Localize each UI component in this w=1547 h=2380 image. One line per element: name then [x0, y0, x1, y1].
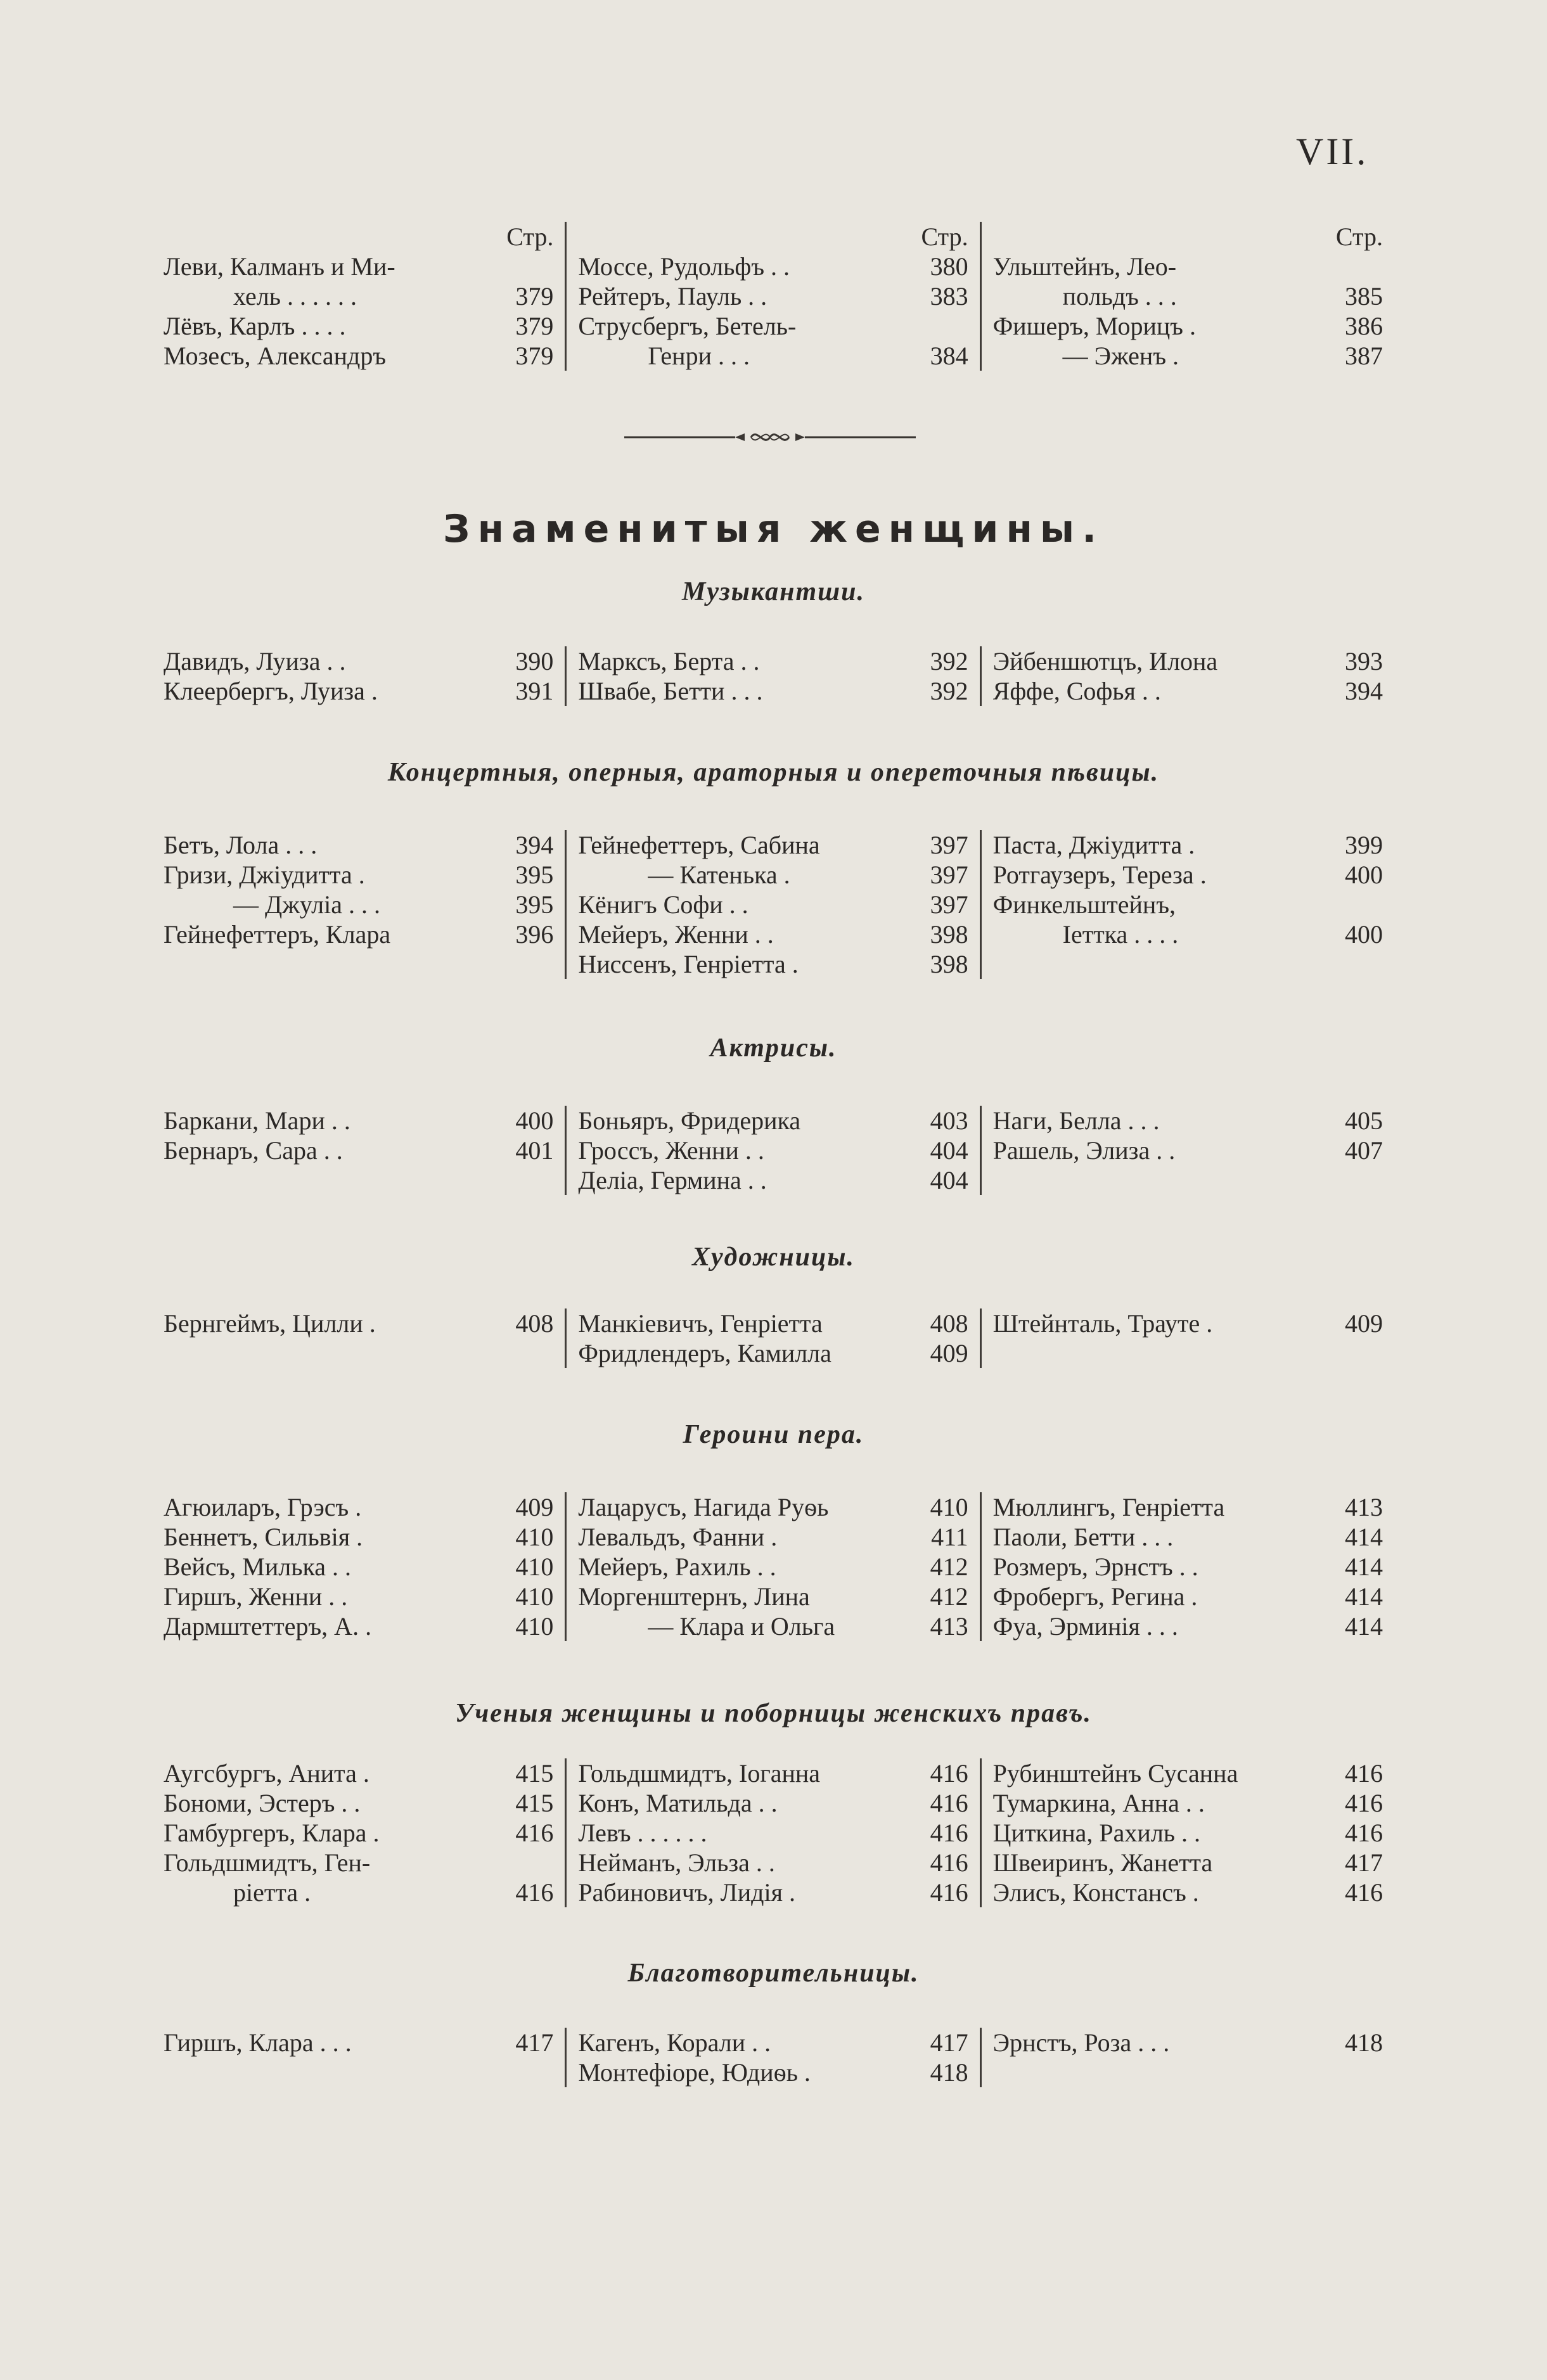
entry-page: 410 — [515, 1582, 554, 1611]
index-entry — [164, 311, 553, 341]
index-column — [980, 1758, 1394, 1907]
section-heading: Актрисы. — [710, 1033, 837, 1063]
entry-name: Гейнефеттеръ, Сабина — [578, 831, 820, 859]
entry-name: Генри . . . — [648, 342, 750, 370]
entry-name: Вейсъ, Милька . . — [164, 1552, 352, 1581]
entry-name: Гиршъ, Женни . . — [164, 1582, 348, 1611]
entry-page: 416 — [1344, 1878, 1383, 1907]
section-index — [152, 1308, 1394, 1368]
entry-page: 394 — [1344, 677, 1383, 705]
entry-page: 413 — [1344, 1493, 1383, 1521]
entry-name: Паста, Джіудитта . — [992, 831, 1195, 859]
index-entry — [164, 919, 553, 949]
index-column — [565, 830, 979, 979]
entry-name: Мейеръ, Женни . . — [578, 920, 774, 949]
entry-name: Рейтеръ, Пауль . . — [578, 282, 767, 310]
entry-page: 417 — [515, 2028, 554, 2057]
index-entry — [993, 676, 1383, 706]
entry-page: 412 — [930, 1552, 968, 1581]
index-entry — [993, 1582, 1383, 1611]
index-entry — [578, 860, 968, 890]
entry-name: Рабиновичъ, Лидія . — [578, 1878, 795, 1907]
entry-page: 392 — [930, 677, 968, 705]
index-column — [152, 222, 565, 371]
entry-name: Фридлендеръ, Камилла — [578, 1339, 831, 1367]
entry-page: 416 — [1344, 1759, 1383, 1788]
section-heading: Музыкантши. — [681, 577, 866, 606]
entry-name: Гольдшмидтъ, Ген- — [164, 1848, 371, 1877]
index-column — [152, 646, 565, 706]
index-entry — [164, 2028, 553, 2057]
index-entry — [993, 1848, 1383, 1878]
page-column-label: Стр. — [921, 222, 968, 251]
entry-page: 379 — [515, 282, 554, 310]
index-entry — [578, 949, 968, 979]
entry-name: Мейеръ, Рахиль . . — [578, 1552, 776, 1581]
entry-page: 404 — [930, 1166, 968, 1194]
index-entry — [164, 676, 553, 706]
index-column — [565, 1492, 979, 1641]
index-entry — [993, 341, 1383, 371]
index-entry — [578, 1878, 968, 1907]
entry-name: Гамбургеръ, Клара . — [164, 1819, 380, 1847]
index-entry — [164, 252, 553, 281]
index-entry — [993, 860, 1383, 890]
entry-name: Моргенштернъ, Лина — [578, 1582, 810, 1611]
index-entry — [578, 311, 968, 341]
entry-page: 414 — [1344, 1523, 1383, 1551]
entry-name: польдъ . . . — [1062, 282, 1177, 310]
index-entry — [578, 890, 968, 919]
index-entry — [164, 1848, 553, 1878]
index-entry — [164, 1552, 553, 1582]
index-entry — [993, 1552, 1383, 1582]
index-column — [565, 646, 979, 706]
entry-name: Конъ, Матильда . . — [578, 1789, 778, 1817]
index-column — [565, 1308, 979, 1368]
entry-page: 399 — [1344, 831, 1383, 859]
section-heading: Художницы. — [692, 1243, 855, 1272]
entry-name: — Эженъ . — [1062, 342, 1179, 370]
entry-name: Ротгаузеръ, Тереза . — [992, 861, 1207, 889]
entry-name: Розмеръ, Эрнстъ . . — [992, 1552, 1198, 1581]
index-entry — [993, 1308, 1383, 1338]
entry-page: 400 — [1344, 920, 1383, 949]
entry-name: Іеттка . . . . — [1062, 920, 1179, 949]
entry-name: Марксъ, Берта . . — [578, 647, 760, 675]
entry-page: 407 — [1344, 1136, 1383, 1165]
entry-page: 396 — [515, 920, 554, 949]
index-entry — [993, 1758, 1383, 1788]
index-entry — [164, 1308, 553, 1338]
entry-name: Гейнефеттеръ, Клара — [164, 920, 391, 949]
entry-page: 411 — [931, 1523, 968, 1551]
entry-page: 383 — [930, 282, 968, 310]
entry-page: 379 — [515, 312, 554, 340]
entry-page: 390 — [515, 647, 554, 675]
section-heading: Концертныя, оперныя, араторныя и опереточныя пѣвицы. — [387, 758, 1160, 787]
index-entry — [993, 2028, 1383, 2057]
entry-name: ріетта . — [233, 1878, 311, 1907]
entry-page: 391 — [515, 677, 554, 705]
entry-page: 404 — [930, 1136, 968, 1165]
entry-page: 413 — [930, 1612, 968, 1641]
entry-name: Бернаръ, Сара . . — [164, 1136, 343, 1165]
index-column — [980, 646, 1394, 706]
page-number: VII. — [1296, 131, 1369, 172]
entry-page: 410 — [930, 1493, 968, 1521]
index-entry — [164, 1106, 553, 1136]
index-entry — [164, 1758, 553, 1788]
index-entry — [164, 1788, 553, 1818]
index-entry — [578, 1165, 968, 1195]
index-entry — [164, 646, 553, 676]
entry-page: 380 — [930, 252, 968, 281]
index-entry — [993, 1522, 1383, 1552]
entry-name: Ниссенъ, Генріетта . — [578, 950, 799, 978]
index-entry — [578, 1492, 968, 1522]
entry-page: 416 — [515, 1819, 554, 1847]
entry-page: 393 — [1344, 647, 1383, 675]
entry-page: 416 — [930, 1759, 968, 1788]
entry-page: 410 — [515, 1612, 554, 1641]
index-column — [980, 2028, 1394, 2087]
index-entry — [578, 1552, 968, 1582]
entry-name: Монтефіоре, Юдиѳь . — [578, 2058, 811, 2087]
entry-name: Левальдъ, Фанни . — [578, 1523, 778, 1551]
entry-name: Эйбеншютцъ, Илона — [992, 647, 1218, 675]
entry-name: Гиршъ, Клара . . . — [164, 2028, 352, 2057]
ornament-divider — [624, 425, 916, 450]
index-column — [152, 2028, 565, 2087]
index-entry — [164, 890, 553, 919]
entry-page: 398 — [930, 920, 968, 949]
entry-name: Бетъ, Лола . . . — [164, 831, 318, 859]
entry-name: Клеербергъ, Луиза . — [164, 677, 378, 705]
entry-name: Манкіевичъ, Генріетта — [578, 1309, 823, 1338]
entry-name: Швабе, Бетти . . . — [578, 677, 763, 705]
entry-name: Наги, Белла . . . — [992, 1106, 1160, 1135]
entry-page: 384 — [930, 342, 968, 370]
entry-page: 418 — [1344, 2028, 1383, 2057]
entry-name: Гроссъ, Женни . . — [578, 1136, 764, 1165]
entry-page: 417 — [930, 2028, 968, 2057]
entry-page: 395 — [515, 861, 554, 889]
index-entry — [578, 646, 968, 676]
section-index — [152, 2028, 1394, 2087]
entry-name: — Катенька . — [648, 861, 790, 889]
index-entry — [164, 860, 553, 890]
index-entry — [578, 2057, 968, 2087]
index-entry — [993, 252, 1383, 281]
entry-page: 394 — [515, 831, 554, 859]
entry-name: Баркани, Мари . . — [164, 1106, 350, 1135]
entry-page: 410 — [515, 1523, 554, 1551]
entry-name: Гольдшмидтъ, Іоганна — [578, 1759, 821, 1788]
section-index — [152, 830, 1394, 979]
index-entry — [578, 1522, 968, 1552]
entry-page: 387 — [1344, 342, 1383, 370]
page-column-label: Стр. — [506, 222, 554, 251]
entry-page: 408 — [930, 1309, 968, 1338]
index-entry — [578, 281, 968, 311]
index-entry — [578, 1611, 968, 1641]
index-entry — [993, 281, 1383, 311]
entry-name: Мозесъ, Александръ — [164, 342, 387, 370]
top-index-block — [152, 222, 1394, 371]
entry-page: 416 — [930, 1848, 968, 1877]
entry-page: 416 — [515, 1878, 554, 1907]
entry-page: 414 — [1344, 1612, 1383, 1641]
entry-name: Боньяръ, Фридерика — [578, 1106, 801, 1135]
index-column — [980, 830, 1394, 979]
entry-name: Агюиларъ, Грэсъ . — [164, 1493, 362, 1521]
index-entry — [578, 1308, 968, 1338]
index-entry — [164, 1522, 553, 1552]
index-column — [565, 222, 979, 371]
entry-name: Мюллингъ, Генріетта — [992, 1493, 1225, 1521]
index-entry — [993, 1788, 1383, 1818]
entry-name: Левъ . . . . . . — [578, 1819, 707, 1847]
entry-name: Яффе, Софья . . — [992, 677, 1161, 705]
index-column — [565, 1758, 979, 1907]
index-entry — [993, 1611, 1383, 1641]
index-entry — [578, 1106, 968, 1136]
entry-page: 398 — [930, 950, 968, 978]
entry-page: 416 — [930, 1789, 968, 1817]
index-column — [565, 1106, 979, 1195]
entry-page: 415 — [515, 1759, 554, 1788]
entry-name: Кагенъ, Корали . . — [578, 2028, 771, 2057]
index-column — [152, 1106, 565, 1195]
index-column — [152, 830, 565, 979]
index-entry — [993, 311, 1383, 341]
section-index — [152, 646, 1394, 706]
entry-page: 397 — [930, 831, 968, 859]
index-column — [152, 1758, 565, 1907]
entry-name: Тумаркина, Анна . . — [992, 1789, 1205, 1817]
index-entry — [578, 1136, 968, 1165]
entry-name: Паоли, Бетти . . . — [992, 1523, 1174, 1551]
entry-page: 416 — [1344, 1819, 1383, 1847]
index-column — [980, 1106, 1394, 1195]
index-entry — [578, 1338, 968, 1368]
entry-name: Циткина, Рахиль . . — [992, 1819, 1201, 1847]
entry-name: Струсбергъ, Бетель- — [578, 312, 797, 340]
entry-name: Давидъ, Луиза . . — [164, 647, 346, 675]
entry-page: 403 — [930, 1106, 968, 1135]
index-entry — [164, 341, 553, 371]
entry-name: Кёнигъ Софи . . — [578, 890, 748, 919]
index-entry — [164, 281, 553, 311]
entry-page: 409 — [515, 1493, 554, 1521]
section-index — [152, 1106, 1394, 1195]
page-column-label: Стр. — [1335, 222, 1383, 251]
entry-page: 401 — [515, 1136, 554, 1165]
entry-page: 416 — [1344, 1789, 1383, 1817]
section-heading: Ученыя женщины и поборницы женскихъ правъ. — [455, 1699, 1092, 1728]
index-entry — [578, 676, 968, 706]
entry-page: 400 — [515, 1106, 554, 1135]
entry-page: 400 — [1344, 861, 1383, 889]
entry-name: Гризи, Джіудитта . — [164, 861, 365, 889]
entry-name: Фуа, Эрминія . . . — [992, 1612, 1178, 1641]
entry-name: Леви, Калманъ и Ми- — [164, 252, 395, 281]
entry-name: Лёвъ, Карлъ . . . . — [164, 312, 346, 340]
entry-name: Эрнстъ, Роза . . . — [992, 2028, 1170, 2057]
section-heading: Героини пера. — [683, 1420, 864, 1449]
index-entry — [164, 1136, 553, 1165]
entry-name: Беннетъ, Сильвія . — [164, 1523, 363, 1551]
index-entry — [993, 1818, 1383, 1848]
section-index — [152, 1492, 1394, 1641]
entry-name: Нейманъ, Эльза . . — [578, 1848, 775, 1877]
entry-name: Фробергъ, Регина . — [992, 1582, 1198, 1611]
index-entry — [578, 1848, 968, 1878]
entry-name: Аугсбургъ, Анита . — [164, 1759, 369, 1788]
main-title: Знаменитыя женщины. — [443, 507, 1104, 551]
entry-name: Дармштеттеръ, А. . — [164, 1612, 372, 1641]
entry-page: 392 — [930, 647, 968, 675]
index-entry — [578, 1818, 968, 1848]
index-entry — [164, 1492, 553, 1522]
entry-page: 409 — [1344, 1309, 1383, 1338]
entry-page: 410 — [515, 1552, 554, 1581]
entry-page: 385 — [1344, 282, 1383, 310]
index-entry — [993, 1878, 1383, 1907]
index-column — [980, 222, 1394, 371]
index-entry — [578, 341, 968, 371]
index-entry — [578, 2028, 968, 2057]
entry-page: 414 — [1344, 1552, 1383, 1581]
index-entry — [164, 1582, 553, 1611]
index-entry — [164, 1818, 553, 1848]
index-entry — [993, 1136, 1383, 1165]
entry-name: Финкельштейнъ, — [992, 890, 1176, 919]
entry-page: 415 — [515, 1789, 554, 1817]
entry-name: Деліа, Гермина . . — [578, 1166, 767, 1194]
entry-name: Швеиринъ, Жанетта — [992, 1848, 1213, 1877]
index-column — [152, 1492, 565, 1641]
index-entry — [578, 252, 968, 281]
entry-name: Бернгеймъ, Цилли . — [164, 1309, 376, 1338]
index-entry — [993, 890, 1383, 919]
entry-page: 414 — [1344, 1582, 1383, 1611]
entry-page: 418 — [930, 2058, 968, 2087]
entry-page: 397 — [930, 890, 968, 919]
index-entry — [578, 919, 968, 949]
section-index — [152, 1758, 1394, 1907]
entry-name: Элисъ, Констансъ . — [992, 1878, 1199, 1907]
section-heading: Благотворительницы. — [627, 1959, 920, 1988]
index-entry — [993, 1106, 1383, 1136]
entry-name: хель . . . . . . — [233, 282, 357, 310]
entry-page: 409 — [930, 1339, 968, 1367]
entry-page: 386 — [1344, 312, 1383, 340]
entry-name: — Джуліа . . . — [233, 890, 380, 919]
entry-name: Моссе, Рудольфъ . . — [578, 252, 790, 281]
entry-name: Бономи, Эстеръ . . — [164, 1789, 361, 1817]
index-entry — [164, 1878, 553, 1907]
index-column — [152, 1308, 565, 1368]
entry-page: 395 — [515, 890, 554, 919]
index-entry — [993, 830, 1383, 860]
entry-page: 412 — [930, 1582, 968, 1611]
entry-name: Рубинштейнъ Сусанна — [992, 1759, 1238, 1788]
index-entry — [578, 1582, 968, 1611]
index-column — [980, 1492, 1394, 1641]
index-entry — [993, 919, 1383, 949]
entry-page: 417 — [1344, 1848, 1383, 1877]
index-column — [565, 2028, 979, 2087]
index-entry — [578, 1758, 968, 1788]
index-entry — [578, 1788, 968, 1818]
index-entry — [993, 646, 1383, 676]
index-column — [980, 1308, 1394, 1368]
index-entry — [164, 830, 553, 860]
entry-page: 416 — [930, 1819, 968, 1847]
entry-name: Фишеръ, Морицъ . — [992, 312, 1196, 340]
index-entry — [164, 1611, 553, 1641]
entry-page: 397 — [930, 861, 968, 889]
entry-name: — Клара и Ольга — [648, 1612, 835, 1641]
index-entry — [993, 1492, 1383, 1522]
entry-name: Лацарусъ, Нагида Руѳь — [578, 1493, 829, 1521]
entry-page: 379 — [515, 342, 554, 370]
index-entry — [578, 830, 968, 860]
entry-name: Ульштейнъ, Лео- — [992, 252, 1177, 281]
entry-name: Рашель, Элиза . . — [992, 1136, 1176, 1165]
entry-page: 416 — [930, 1878, 968, 1907]
entry-page: 408 — [515, 1309, 554, 1338]
entry-name: Штейнталь, Траутe . — [992, 1309, 1213, 1338]
entry-page: 405 — [1344, 1106, 1383, 1135]
